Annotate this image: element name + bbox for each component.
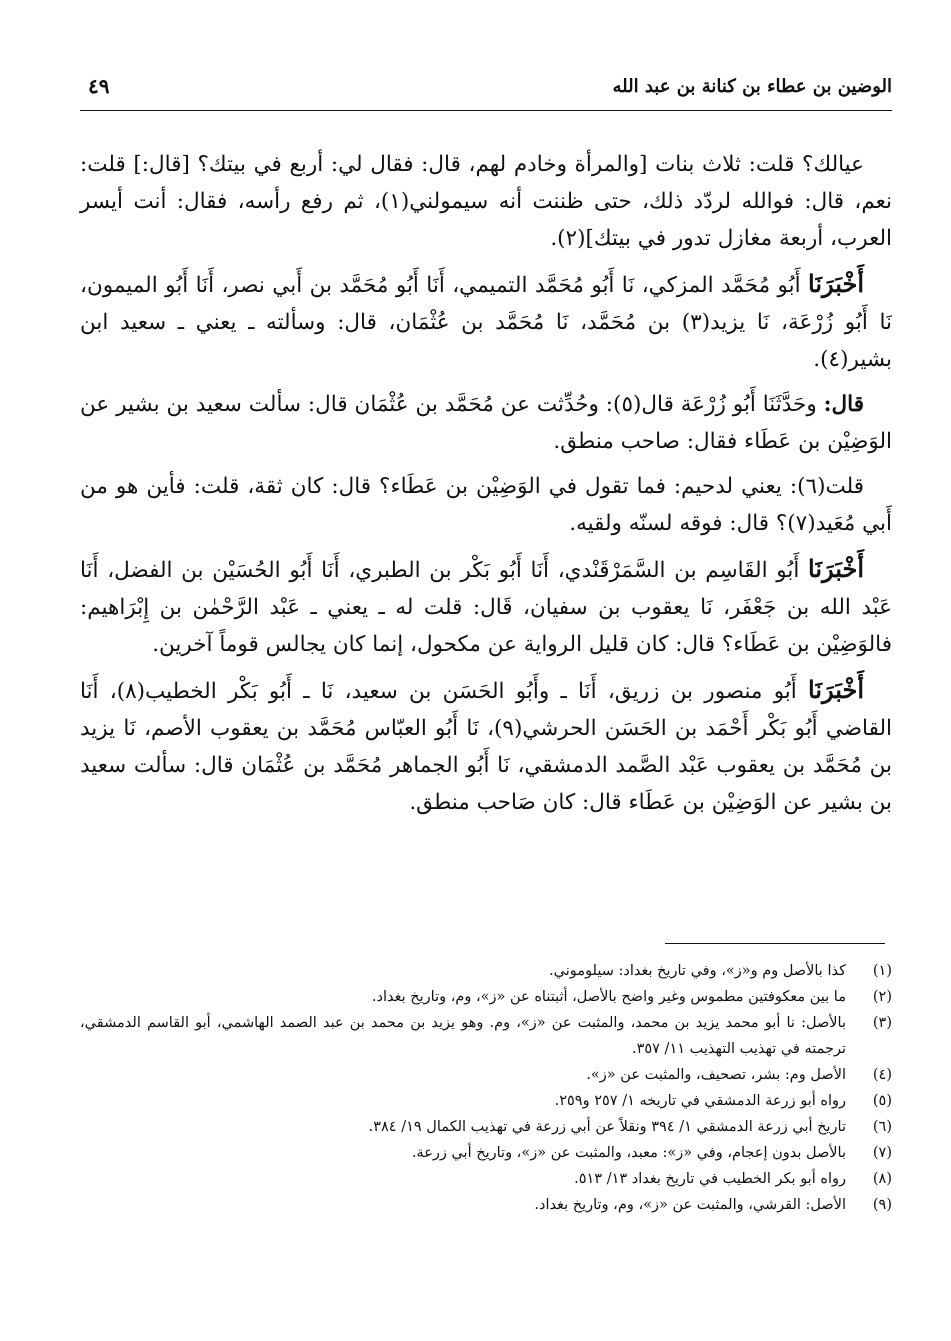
footnote-number: (٤)	[872, 1067, 892, 1083]
paragraph-text: قلت(٦): يعني لدحيم: فما تقول في الوَضِيْن بن عَطَاء؟ قال: كان ثقة، قلت: فأين هو من أَبي مُعَيد(٧)؟ قال: فوقه لسنّه ولقيه.	[80, 474, 892, 536]
footnote	[80, 958, 892, 984]
footnote-number: (٩)	[872, 1197, 892, 1213]
footnote-number: (٦)	[872, 1119, 892, 1135]
paragraph	[80, 386, 892, 460]
paragraph	[80, 550, 892, 663]
footnote-number: (٢)	[872, 989, 892, 1005]
footnote-text: رواه أبو زرعة الدمشقي في تاريخه ١/ ٢٥٧ و٢٥٩.	[554, 1093, 846, 1109]
footnote-text: ما بين معكوفتين مطموس وغير واضح بالأصل، أثبتناه عن «ز»، وم، وتاريخ بغداد.	[371, 989, 846, 1005]
paragraph	[80, 671, 892, 821]
footnote	[80, 984, 892, 1010]
paragraph-lead: أَخْبَرَنَا	[808, 554, 864, 583]
paragraph-lead: أَخْبَرَنَا	[808, 269, 864, 298]
page-header	[80, 72, 892, 112]
footnote-number: (٥)	[872, 1093, 892, 1109]
footnote-number: (٣)	[872, 1015, 892, 1031]
main-text	[80, 146, 892, 829]
footnote-text: الأصل: القرشي، والمثبت عن «ز»، وم، وتاريخ بغداد.	[534, 1197, 846, 1213]
paragraph-text: أَبُو منصور بن زريق، أَنَا ـ وأَبُو الحَسَن بن سعيد، نَا ـ أَبُو بَكْر الخطيب(٨)، أَنَا القاضي أَبُو بَكْر أَحْمَد بن الحَسَن الحرشي(٩)، نَا أَبُو العبّاس مُحَمَّد بن يعقوب الأصم، نَا يزيد بن مُحَمَّد بن يعقوب عَبْد الصَّمد الدمشقي، نَا أَبُو الجماهر مُحَمَّد بن عُثْمَان قال: سألت سعيد بن بشير عن الوَضِيْن بن عَطَاء قال: كان صَاحب منطق.	[80, 679, 892, 815]
paragraph-lead: قال:	[823, 392, 865, 417]
footnote	[80, 1192, 892, 1218]
paragraph	[80, 265, 892, 378]
footnote	[80, 1140, 892, 1166]
footnote-text: تاريخ أبي زرعة الدمشقي ١/ ٣٩٤ ونقلاً عن أبي زرعة في تهذيب الكمال ١٩/ ٣٨٤.	[368, 1119, 846, 1135]
footnotes	[80, 958, 892, 1218]
footnote	[80, 1010, 892, 1062]
footnote-text: بالأصل بدون إعجام، وفي «ز»: معبد، والمثبت عن «ز»، وتاريخ أبي زرعة.	[411, 1145, 846, 1161]
running-title: الوضين بن عطاء بن كنانة بن عبد الله	[612, 76, 892, 97]
footnote-text: الأصل وم: بشر، تصحيف، والمثبت عن «ز».	[586, 1067, 846, 1083]
footnote-text: بالأصل: نا أبو محمد يزيد بن محمد، والمثبت عن «ز»، وم. وهو يزيد بن محمد بن عبد الصمد الهاشمي، أبو القاسم الدمشقي، ترجمته في تهذيب التهذيب ١١/ ٣٥٧.	[80, 1015, 846, 1057]
footnote	[80, 1062, 892, 1088]
footnote-text: رواه أبو بكر الخطيب في تاريخ بغداد ١٣/ ٥١٣.	[574, 1171, 846, 1187]
footnote	[80, 1088, 892, 1114]
footnote	[80, 1166, 892, 1192]
paragraph	[80, 468, 892, 542]
paragraph-text: أَبُو القَاسِم بن السَّمَرْقَنْدي، أَنَا أَبُو بَكْر بن الطبري، أَنَا أَبُو الحُسَيْن بن الفضل، أَنَا عَبْد الله بن جَعْفَر، نَا يعقوب بن سفيان، قَال: قلت له ـ يعني ـ عَبْد الرَّحْمٰن بن إِبْرَاهيم: فالوَضِيْن بن عَطَاء؟ قال: كان قليل الرواية عن مكحول، إنما كان يجالس قوماً آخرين.	[80, 558, 892, 657]
paragraph	[80, 146, 892, 257]
page-number: ٤٩	[88, 74, 110, 98]
footnote-separator	[665, 943, 885, 944]
footnote	[80, 1114, 892, 1140]
paragraph-lead: أَخْبَرَنَا	[808, 675, 865, 704]
footnote-number: (٧)	[872, 1145, 892, 1161]
footnote-number: (١)	[872, 963, 892, 979]
footnote-number: (٨)	[872, 1171, 892, 1187]
footnote-text: كذا بالأصل وم و«ز»، وفي تاريخ بغداد: سيلوموني.	[549, 963, 846, 979]
paragraph-text: وحَدَّثَنَا أَبُو زُرْعَة قال(٥): وحُدِّثت عن مُحَمَّد بن عُثْمَان قال: سألت سعيد بن بشير عن الوَضِيْن بن عَطَاء فقال: صاحب منطق.	[80, 392, 892, 454]
header-rule	[80, 110, 892, 111]
paragraph-text: أَبُو مُحَمَّد المزكي، نَا أَبُو مُحَمَّد التميمي، أَنَا أَبُو مُحَمَّد بن أَبي نصر، أَنَا أَبُو الميمون، نَا أَبُو زُرْعَة، نَا يزيد(٣) بن مُحَمَّد، نَا مُحَمَّد بن عُثْمَان، قال: وسألته ـ يعني ـ سعيد ابن بشير(٤).	[80, 273, 892, 372]
paragraph-text: عيالك؟ قلت: ثلاث بنات [والمرأة وخادم لهم، قال: فقال لي: أربع في بيتك؟ [قال:] قلت: نعم، قال: فوالله لردّد ذلك، حتى ظننت أنه سيمولني(١)، ثم رفع رأسه، فقال: أنت أيسر العرب، أربعة مغازل تدور في بيتك](٢).	[80, 152, 893, 251]
